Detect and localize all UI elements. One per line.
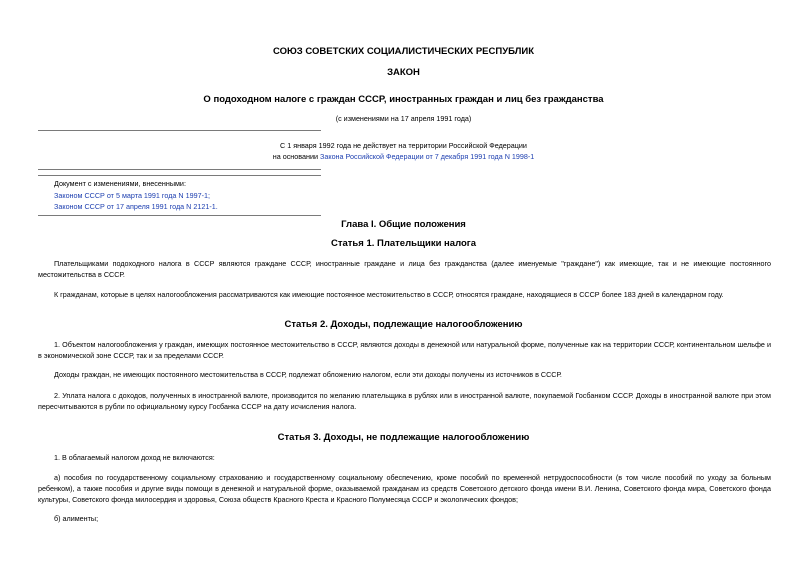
article1-heading: Статья 1. Плательщики налога: [330, 238, 477, 249]
validity-notice: [200, 140, 607, 162]
validity-notice-line2: [200, 151, 607, 162]
article3-paragraph-3: б) алименты;: [54, 514, 99, 523]
article3-heading: Статья 3. Доходы, не подлежащие налогообложению: [277, 432, 530, 443]
document-title: О подоходном налоге с граждан СССР, иностранных граждан и лиц без гражданства: [203, 94, 604, 105]
change-link-1997[interactable]: Законом СССР от 5 марта 1991 года N 1997-1;: [54, 190, 210, 200]
article3-paragraph-2: а) пособия по государственному социальному страхованию и государственному социальному обеспечению, кроме пособий по временной нетрудоспособности (в том числе пособий по уходу за больным ребенком), а также пособия и другие виды помощи в денежной и натуральной форме, оказываемой гражданам из средств Советского детского фонда имени В.И. Ленина, Советского фонда мира, Советского фонда культуры, Советского фонда милосердия и здоровья, Союза обществ Красного Креста и Красного Полумесяца СССР и экологических фондов;: [38, 473, 771, 504]
divider-line: [38, 175, 321, 176]
article1-paragraph-2: К гражданам, которые в целях налогообложения рассматриваются как имеющие постоянное местожительство в СССР, относятся граждане, находящиеся в СССР более 183 дней в календарном году.: [54, 290, 724, 299]
divider-line: [38, 215, 321, 216]
change-link-2121[interactable]: Законом СССР от 17 апреля 1991 года N 2121-1.: [54, 202, 218, 211]
article3-paragraph-1: 1. В облагаемый налогом доход не включаются:: [54, 453, 215, 462]
rf-law-link[interactable]: Закона Российской Федерации от 7 декабря 1991 года N 1998-1: [320, 152, 535, 161]
union-heading: СОЮЗ СОВЕТСКИХ СОЦИАЛИСТИЧЕСКИХ РЕСПУБЛИК: [272, 46, 534, 57]
article2-paragraph-3: 2. Уплата налога с доходов, полученных в иностранной валюте, производится по желанию плательщика в рублях или в иностранной валюте, покупаемой Госбанком СССР. Доходы в иностранной валюте при этом пересчитываются в рубли по официальному курсу Госбанка СССР на дату исчисления налога.: [38, 391, 771, 411]
document-changes-label: Документ с изменениями, внесенными:: [54, 179, 186, 188]
article2-heading: Статья 2. Доходы, подлежащие налогообложению: [284, 319, 523, 330]
document-changes-box: [54, 178, 324, 213]
document-type: ЗАКОН: [387, 67, 420, 78]
amendments-note: (с изменениями на 17 апреля 1991 года): [335, 114, 472, 123]
article1-paragraph-1: Плательщиками подоходного налога в СССР являются граждане СССР, иностранные граждане и лица без гражданства (далее именуемые "граждане") как имеющие, так и не имеющие постоянного местожительства в СССР.: [38, 259, 771, 279]
article2-paragraph-2: Доходы граждан, не имеющих постоянного местожительства в СССР, подлежат обложению налогом, если эти доходы получены из источников в СССР.: [54, 370, 562, 379]
article2-paragraph-1: 1. Объектом налогообложения у граждан, имеющих постоянное местожительство в СССР, являются доходы в денежной или натуральной форме, полученные как на территории СССР, континентальном шельфе и в экономической зоне СССР, так и за пределами СССР.: [38, 340, 771, 360]
divider-line: [38, 130, 321, 131]
validity-notice-line1: С 1 января 1992 года не действует на территории Российской Федерации: [280, 141, 527, 150]
validity-notice-prefix: на основании: [272, 152, 320, 161]
divider-line: [38, 169, 321, 170]
chapter-heading: Глава I. Общие положения: [341, 219, 466, 230]
